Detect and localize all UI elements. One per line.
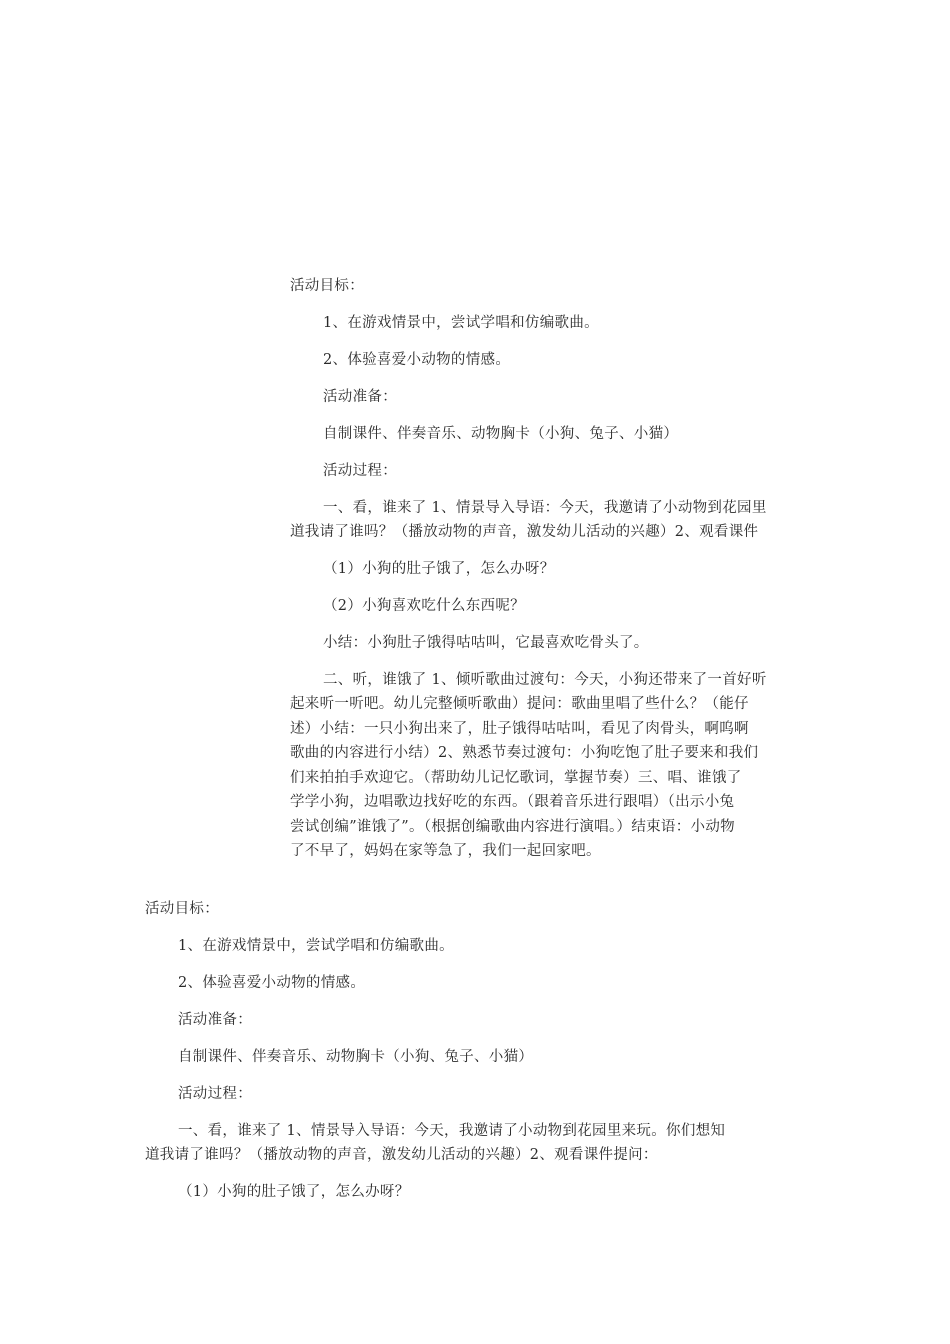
- section-2-prep-items: 自制课件、伴奏音乐、动物胸卡（小狗、兔子、小猫）: [178, 1049, 534, 1065]
- section-1-summary: 小结：小狗肚子饿得咕咕叫，它最喜欢吃骨头了。: [323, 635, 649, 651]
- section-1-para-2-line-5: 们来拍拍手欢迎它。（帮助幼儿记忆歌词，掌握节奏）三、唱、谁饿了: [290, 770, 742, 786]
- section-1-process-heading: 活动过程：: [323, 463, 397, 479]
- section-1-heading: 活动目标：: [290, 278, 364, 294]
- section-1-para-2-line-4: 歌曲的内容进行小结）2、熟悉节奏过渡句：小狗吃饱了肚子要来和我们: [290, 745, 759, 761]
- section-1-para-1-line-2: 道我请了谁吗？（播放动物的声音，激发幼儿活动的兴趣）2、观看课件: [290, 524, 759, 540]
- section-1-para-2-line-8: 了不早了，妈妈在家等急了，我们一起回家吧。: [290, 843, 601, 859]
- section-1-body: [290, 496, 810, 876]
- section-1-para-1-line-1: 一、看，谁来了 1、情景导入导语：今天，我邀请了小动物到花园里: [323, 500, 767, 516]
- section-2-para-1-line-2: 道我请了谁吗？（播放动物的声音，激发幼儿活动的兴趣）2、观看课件提问：: [145, 1147, 658, 1163]
- section-2-heading: 活动目标：: [145, 901, 219, 917]
- section-2-goal-1: 1、在游戏情景中，尝试学唱和仿编歌曲。: [178, 938, 454, 954]
- section-2-goal-2: 2、体验喜爱小动物的情感。: [178, 975, 366, 991]
- section-1-goal-2: 2、体验喜爱小动物的情感。: [323, 352, 511, 368]
- section-1-para-2-line-1: 二、听，谁饿了 1、倾听歌曲过渡句：今天，小狗还带来了一首好听: [323, 672, 767, 688]
- section-1-para-2-line-7: 尝试创编”谁饿了”。（根据创编歌曲内容进行演唱。）结束语：小动物: [290, 819, 735, 835]
- section-1-goal-1: 1、在游戏情景中，尝试学唱和仿编歌曲。: [323, 315, 599, 331]
- section-1-prep-items: 自制课件、伴奏音乐、动物胸卡（小狗、兔子、小猫）: [323, 426, 679, 442]
- section-2-prep-heading: 活动准备：: [178, 1012, 252, 1028]
- section-1-question-1: （1）小狗的肚子饿了，怎么办呀？: [323, 561, 555, 577]
- section-2-process-heading: 活动过程：: [178, 1086, 252, 1102]
- section-2-para-1-line-1: 一、看，谁来了 1、情景导入导语：今天，我邀请了小动物到花园里来玩。你们想知: [178, 1123, 726, 1139]
- section-1-question-2: （2）小狗喜欢吃什么东西呢？: [323, 598, 525, 614]
- section-1: [290, 276, 810, 876]
- section-1-para-2-line-3: 述）小结：一只小狗出来了，肚子饿得咕咕叫，看见了肉骨头，啊呜啊: [290, 721, 749, 737]
- section-2-question-1: （1）小狗的肚子饿了，怎么办呀？: [178, 1184, 410, 1200]
- section-1-prep-heading: 活动准备：: [323, 389, 397, 405]
- section-2: [145, 899, 825, 1209]
- section-1-para-2-line-6: 学学小狗，边唱歌边找好吃的东西。（跟着音乐进行跟唱）（出示小兔: [290, 794, 735, 810]
- section-1-para-2-line-2: 起来听一听吧。幼儿完整倾听歌曲）提问：歌曲里唱了些什么？（能仔: [290, 696, 749, 712]
